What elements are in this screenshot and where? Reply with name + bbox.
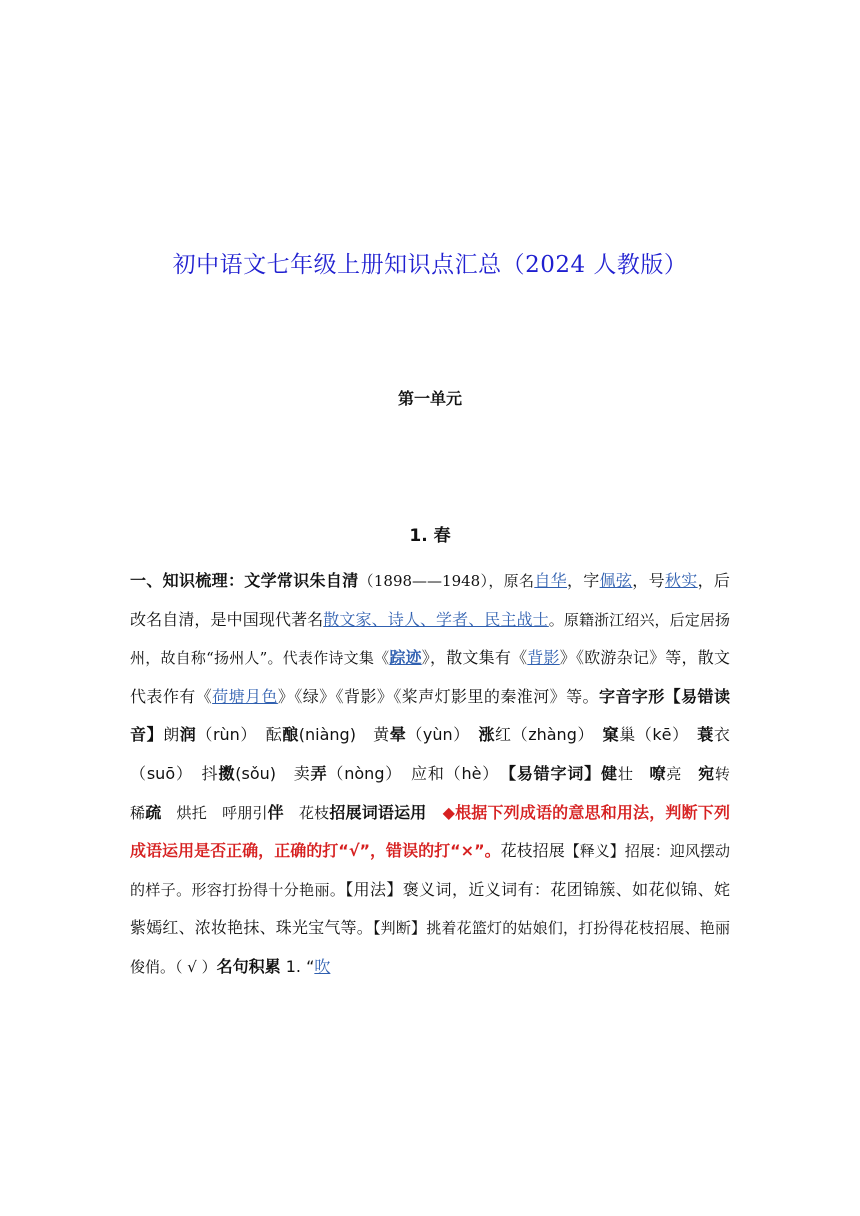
text-span: 衣（suō） 抖: [130, 725, 730, 783]
lesson-body-paragraph: [130, 562, 745, 987]
text-span: 壮: [617, 764, 650, 783]
text-span: 巢（kē）: [619, 725, 698, 745]
key-char: 招展: [329, 802, 362, 822]
idiom-term: 花枝招展: [500, 841, 565, 861]
key-char: 宛: [698, 763, 715, 783]
idiom-judgment: 【判断】挑着花篮灯的姑娘们，打扮得花枝招展、艳丽俊俏。（ √ ）: [130, 919, 730, 976]
text-span: 1. “: [280, 956, 315, 976]
link-original-name[interactable]: 自华: [534, 571, 567, 590]
text-span: ，号: [632, 571, 665, 590]
text-span: （nòng） 应和（hè）: [327, 763, 508, 783]
text-span: ，字: [566, 571, 600, 590]
link-beiying[interactable]: 背影: [527, 648, 560, 668]
text-span: 烘托 呼朋引: [161, 803, 268, 822]
text-span: （yùn）: [406, 725, 479, 745]
key-char: 擞: [218, 763, 236, 783]
text-span: ，后改名自清，是中国现代著名: [130, 571, 730, 629]
key-char: 弄: [310, 763, 328, 783]
link-art-name[interactable]: 秋实: [664, 571, 698, 590]
word-usage-heading: 词语运用: [361, 802, 427, 822]
exercise-instruction: ◆根据下列成语的意思和用法，判断下列成语运用是否正确，正确的打“√”，错误的打“×”。: [130, 802, 730, 861]
unit-heading: 第一单元: [397, 389, 462, 408]
link-zongji[interactable]: 踪迹: [389, 648, 422, 668]
key-char: 窠: [602, 725, 620, 745]
key-char: 涨: [478, 725, 496, 745]
link-courtesy-name[interactable]: 佩弦: [599, 571, 633, 590]
wrong-words-heading: 【易错字词】: [507, 763, 602, 783]
link-author-roles[interactable]: 散文家、诗人、学者、民主战士: [323, 609, 549, 629]
text-span: 》，散文集有《: [421, 648, 528, 668]
text-span: 红（zhàng）: [495, 725, 603, 745]
text-span: 。原籍浙江绍兴，后定居扬州，故自称“扬州人”。代表作诗文集《: [130, 610, 730, 668]
key-char: 晕: [389, 725, 407, 745]
link-hetang-yuese[interactable]: 荷塘月色: [212, 686, 278, 706]
famous-quotes-heading: 名句积累: [216, 956, 281, 976]
key-char: 酿: [282, 725, 299, 745]
author-dates: （1898——1948），原名: [358, 572, 535, 590]
key-char: 健: [601, 763, 618, 783]
text-span: 》《绿》《背影》《桨声灯影里的秦淮河》等。: [277, 686, 599, 706]
text-span: (niàng) 黄: [298, 725, 390, 745]
section-heading: 一、知识梳理：文学常识朱自清: [130, 571, 359, 590]
text-span: 花枝: [283, 803, 330, 822]
pronunciation-heading: 字音字形【易错读音】: [130, 686, 730, 745]
text-span: 亮: [666, 764, 699, 783]
text-span: (sǒu) 卖: [235, 763, 311, 783]
key-char: 伴: [267, 802, 284, 822]
key-char: 嘹: [649, 763, 667, 783]
key-char: 蓑: [697, 725, 714, 745]
text-span: 朗: [163, 725, 180, 745]
link-quote-start[interactable]: 吹: [314, 956, 331, 976]
text-span: 转 稀: [130, 764, 745, 822]
key-char: 疏: [145, 802, 162, 822]
idiom-definition: 【释义】招展：迎风摆动的样子。形容打扮得十分艳丽。: [130, 842, 730, 899]
lesson-heading: 1. 春: [409, 526, 451, 546]
idiom-usage: 【用法】褒义词，近义词有：花团锦簇、如花似锦、姹紫嫣红、浓妆艳抹、珠光宝气等。: [130, 879, 730, 938]
key-char: 润: [179, 725, 197, 745]
document-title: 初中语文七年级上册知识点汇总（2024 人教版）: [172, 252, 688, 278]
text-span: （rùn） 酝: [196, 725, 283, 745]
text-span: 》《欧游杂记》等，散文代表作有《: [130, 648, 730, 706]
